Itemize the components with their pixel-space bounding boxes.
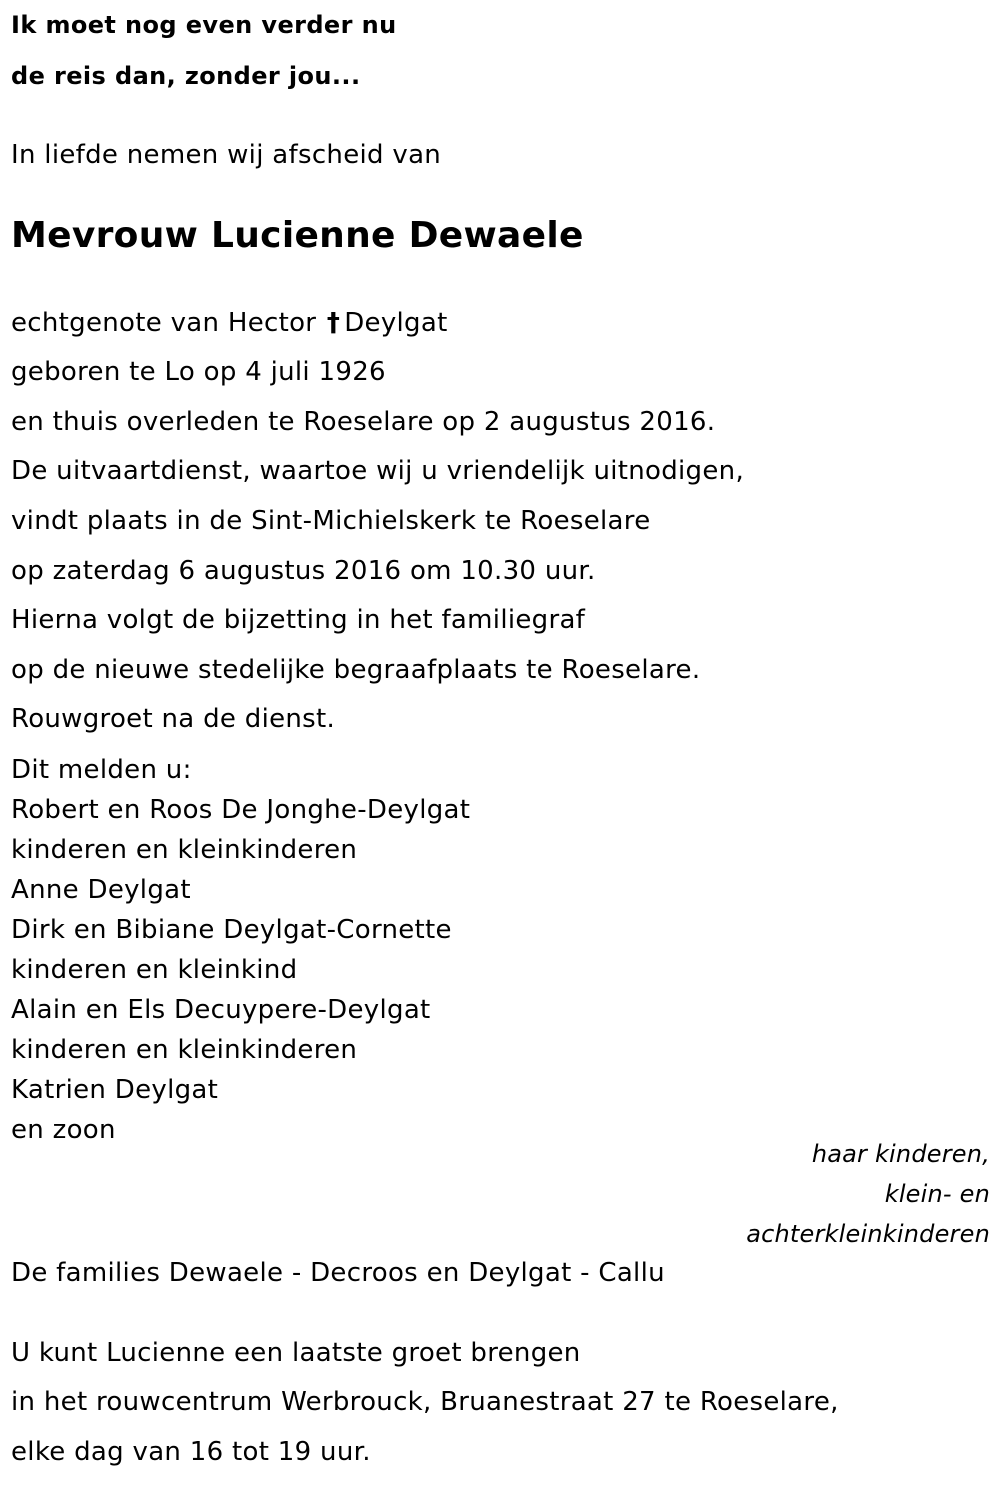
condolence-line: Rouwgroet na de dienst. [11, 704, 336, 734]
spouse-surname: Deylgat [344, 308, 448, 338]
motto-line-2: de reis dan, zonder jou... [11, 62, 361, 90]
visit-line: in het rouwcentrum Werbrouck, Bruanestraat 27 te Roeselare, [11, 1387, 839, 1417]
cemetery-line: op de nieuwe stedelijke begraafplaats te Roeselare. [11, 655, 701, 685]
service-date-line: op zaterdag 6 augustus 2016 om 10.30 uur. [11, 556, 596, 586]
announcer-line: Anne Deylgat [11, 875, 191, 905]
spouse-line [11, 308, 448, 338]
announcer-line: en zoon [11, 1115, 116, 1145]
signature-line: achterkleinkinderen [746, 1220, 990, 1248]
signature-line: klein- en [884, 1180, 990, 1208]
service-invitation-line: De uitvaartdienst, waartoe wij u vriendelijk uitnodigen, [11, 456, 745, 486]
signature-line: haar kinderen, [811, 1140, 990, 1168]
deceased-name: Mevrouw Lucienne Dewaele [11, 215, 584, 256]
service-location-line: vindt plaats in de Sint-Michielskerk te Roeselare [11, 506, 651, 536]
announcer-line: Dirk en Bibiane Deylgat-Cornette [11, 915, 452, 945]
birth-line: geboren te Lo op 4 juli 1926 [11, 357, 386, 387]
announcers-intro: Dit melden u: [11, 755, 192, 785]
visit-line: U kunt Lucienne een laatste groet brengen [11, 1338, 581, 1368]
intro-text: In liefde nemen wij afscheid van [11, 140, 442, 170]
announcer-line: Katrien Deylgat [11, 1075, 219, 1105]
announcer-line: Alain en Els Decuypere-Deylgat [11, 995, 431, 1025]
spouse-prefix: echtgenote van Hector [11, 308, 317, 338]
motto-line-1: Ik moet nog even verder nu [11, 11, 397, 39]
announcer-line: Robert en Roos De Jonghe-Deylgat [11, 795, 471, 825]
visit-line: elke dag van 16 tot 19 uur. [11, 1437, 371, 1467]
death-line: en thuis overleden te Roeselare op 2 augustus 2016. [11, 407, 716, 437]
burial-line: Hierna volgt de bijzetting in het familiegraf [11, 605, 586, 635]
announcer-line: kinderen en kleinkinderen [11, 1035, 358, 1065]
cross-icon: † [326, 308, 341, 338]
announcer-line: kinderen en kleinkinderen [11, 835, 358, 865]
families-line: De families Dewaele - Decroos en Deylgat - Callu [11, 1258, 665, 1288]
announcer-line: kinderen en kleinkind [11, 955, 298, 985]
